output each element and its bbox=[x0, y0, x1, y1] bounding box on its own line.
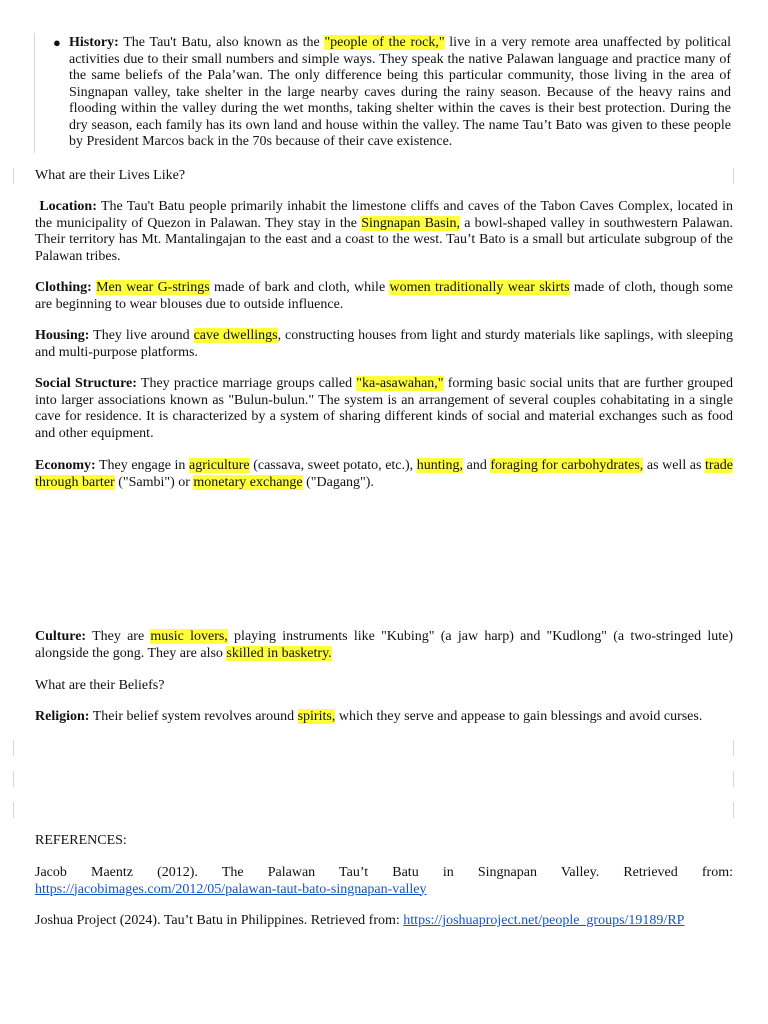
highlight: cave dwellings bbox=[193, 328, 278, 343]
margin-guide bbox=[13, 740, 14, 756]
location-paragraph: Location: The Tau't Batu people primarily inhabit the limestone cliffs and caves of the Tabon Caves Complex, located in the municipality of Quezon in Palawan. They stay in the Singnapan Basin, a bowl-shaped valley in southwestern Palawan. Their territory has Mt. Mantalingajan to the east and a coast to the west. Tau’t Bato is a small but articulate subgroup of the Palawan tribes. bbox=[35, 199, 733, 264]
highlight: "ka-asawahan," bbox=[356, 376, 444, 391]
history-paragraph: History: The Tau't Batu, also known as the "people of the rock," live in a very remote area unaffected by political activities due to their small numbers and simple ways. They speak the native Palawan language and practice many of the same beliefs of the Pala’wan. The only difference being this particular community, those living in the area of Singnapan valley, take shelter in the large nearby caves during the rainy season. Because of the heavy rains and flooding within the valley during the wet months, taking shelter within the caves is their best protection. During the dry season, each family has its own land and house within the valley. The name Tau’t Bato was given to these people by President Marcos back in the 70s because of their cave existence. bbox=[69, 35, 731, 149]
culture-paragraph: Culture: They are music lovers, playing instruments like "Kubing" (a jaw harp) and "Kudlong" (a two-stringed lute) alongside the gong. They are also skilled in basketry. bbox=[35, 629, 733, 661]
economy-paragraph: Economy: They engage in agriculture (cassava, sweet potato, etc.), hunting, and foraging for carbohydrates, as well as trade through barter ("Sambi") or monetary exchange ("Dagang"). bbox=[35, 458, 734, 490]
religion-paragraph: Religion: Their belief system revolves around spirits, which they serve and appease to gain blessings and avoid curses. bbox=[35, 709, 703, 724]
reference-1-link[interactable]: https://jacobimages.com/2012/05/palawan-taut-bato-singnapan-valley bbox=[35, 881, 427, 897]
highlight: "people of the rock," bbox=[324, 35, 445, 50]
margin-guide bbox=[34, 33, 35, 153]
margin-guide bbox=[733, 771, 734, 787]
religion-label: Religion: bbox=[35, 709, 90, 724]
references-heading: REFERENCES: bbox=[35, 833, 127, 848]
social-structure-paragraph: Social Structure: They practice marriage groups called "ka-asawahan," forming basic social units that are further grouped into larger associations known as "Bulun-bulun." The system is an arrangement of several couples cohabitating in a single cave for residence. It is characterized by a system of sharing different kinds of social and material exchanges such as food and other equipment. bbox=[35, 376, 733, 441]
highlight: hunting, bbox=[416, 458, 464, 473]
highlight: monetary exchange bbox=[193, 474, 303, 490]
location-label: Location: bbox=[39, 199, 97, 214]
highlight: foraging for carbohydrates, bbox=[490, 458, 644, 473]
history-label: History: bbox=[69, 35, 119, 50]
bullet-icon: ● bbox=[53, 35, 61, 50]
housing-label: Housing: bbox=[35, 328, 90, 343]
highlight: Men wear G-strings bbox=[96, 280, 210, 295]
margin-guide bbox=[13, 168, 14, 184]
margin-guide bbox=[733, 168, 734, 184]
highlight: skilled in basketry. bbox=[226, 645, 332, 661]
reference-2: Joshua Project (2024). Tau’t Batu in Philippines. Retrieved from: https://joshuaproject.net/people_groups/19189/RP bbox=[35, 913, 685, 928]
question-lives: What are their Lives Like? bbox=[35, 168, 186, 183]
highlight: women traditionally wear skirts bbox=[389, 280, 570, 295]
economy-label: Economy: bbox=[35, 458, 96, 473]
highlight: trade through barter bbox=[35, 458, 734, 490]
clothing-paragraph: Clothing: Men wear G-strings made of bark and cloth, while women traditionally wear skirts made of cloth, though some are beginning to wear blouses due to outside influence. bbox=[35, 280, 733, 312]
housing-paragraph: Housing: They live around cave dwellings, constructing houses from light and sturdy materials like saplings, with sleeping and multi-purpose platforms. bbox=[35, 328, 733, 360]
reference-2-link[interactable]: https://joshuaproject.net/people_groups/19189/RP bbox=[403, 913, 685, 928]
highlight: spirits, bbox=[297, 709, 336, 724]
margin-guide bbox=[13, 771, 14, 787]
reference-1: Jacob Maentz (2012). The Palawan Tau’t Batu in Singnapan Valley. Retrieved from: https://jacobimages.com/2012/05/palawan-taut-bato-singnapan-valley bbox=[35, 865, 733, 897]
highlight: agriculture bbox=[189, 458, 250, 473]
clothing-label: Clothing: bbox=[35, 280, 92, 295]
culture-label: Culture: bbox=[35, 629, 87, 644]
margin-guide bbox=[733, 802, 734, 818]
margin-guide bbox=[733, 740, 734, 756]
highlight: Singnapan Basin, bbox=[361, 215, 460, 231]
question-beliefs: What are their Beliefs? bbox=[35, 678, 165, 693]
margin-guide bbox=[13, 802, 14, 818]
social-structure-label: Social Structure: bbox=[35, 376, 137, 391]
highlight: music lovers, bbox=[150, 629, 228, 644]
